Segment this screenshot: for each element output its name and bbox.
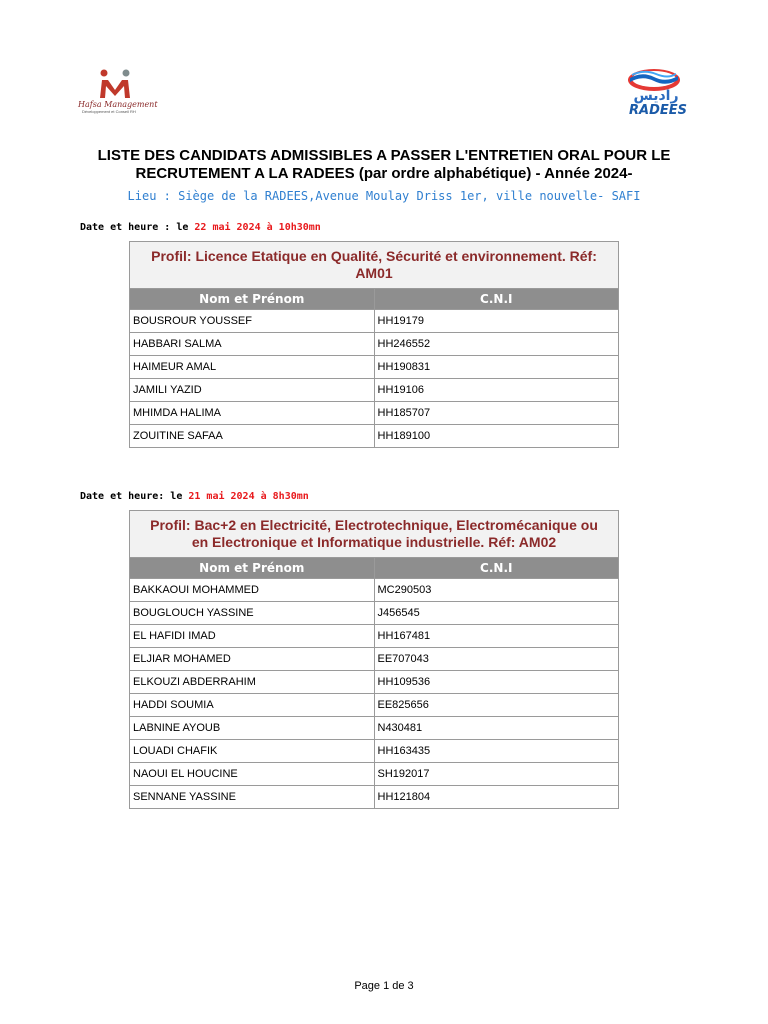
profile-line-2: en Electronique et Informatique industrielle. Réf: AM02 <box>191 534 557 550</box>
table-row <box>130 786 619 809</box>
candidate-name: ELJIAR MOHAMED <box>130 648 375 671</box>
table-row <box>130 310 619 333</box>
profile-line-2: AM01 <box>355 265 393 281</box>
candidate-name: LABNINE AYOUB <box>130 717 375 740</box>
candidate-name: JAMILI YAZID <box>130 379 375 402</box>
document-title <box>60 147 708 183</box>
table-row <box>130 425 619 448</box>
table-row <box>130 717 619 740</box>
profile-cell <box>130 242 619 289</box>
radees-logo <box>616 66 696 118</box>
figures-icon <box>96 68 136 100</box>
candidate-name: BAKKAOUI MOHAMMED <box>130 579 375 602</box>
section-1-date <box>80 222 321 233</box>
table-row <box>130 625 619 648</box>
candidate-cni: HH167481 <box>374 625 619 648</box>
logo-latin-text: RADEES <box>629 103 687 118</box>
candidate-cni: EE825656 <box>374 694 619 717</box>
profile-line-1: Profil: Licence Etatique en Qualité, Sécurité et environnement. Réf: <box>151 248 597 264</box>
candidate-cni: HH109536 <box>374 671 619 694</box>
candidate-cni: HH121804 <box>374 786 619 809</box>
column-header-name: Nom et Prénom <box>130 558 375 579</box>
candidate-cni: J456545 <box>374 602 619 625</box>
venue-line: Lieu : Siège de la RADEES,Avenue Moulay Driss 1er, ville nouvelle- SAFI <box>127 189 641 203</box>
candidate-cni: EE707043 <box>374 648 619 671</box>
table-row <box>130 579 619 602</box>
date-label: Date et heure: le <box>80 491 189 502</box>
hafsa-management-logo <box>76 68 156 116</box>
table-row <box>130 648 619 671</box>
profile-line-1: Profil: Bac+2 en Electricité, Electrotechnique, Electromécanique ou <box>150 517 598 533</box>
table-row <box>130 671 619 694</box>
candidate-name: LOUADI CHAFIK <box>130 740 375 763</box>
candidate-cni: HH246552 <box>374 333 619 356</box>
candidate-name: HAIMEUR AMAL <box>130 356 375 379</box>
candidate-cni: HH19179 <box>374 310 619 333</box>
candidate-name: HABBARI SALMA <box>130 333 375 356</box>
title-line-2: RECRUTEMENT A LA RADEES (par ordre alphabétique) - Année 2024- <box>135 165 633 182</box>
candidate-name: BOUGLOUCH YASSINE <box>130 602 375 625</box>
column-header-cni: C.N.I <box>374 289 619 310</box>
candidate-cni: MC290503 <box>374 579 619 602</box>
table-row <box>130 602 619 625</box>
profile-cell <box>130 511 619 558</box>
candidate-name: EL HAFIDI IMAD <box>130 625 375 648</box>
candidate-name: ZOUITINE SAFAA <box>130 425 375 448</box>
page-number: Page 1 de 3 <box>354 980 414 992</box>
candidate-name: MHIMDA HALIMA <box>130 402 375 425</box>
candidate-name: SENNANE YASSINE <box>130 786 375 809</box>
candidates-table-am01 <box>129 241 619 448</box>
column-header-name: Nom et Prénom <box>130 289 375 310</box>
title-line-1: LISTE DES CANDIDATS ADMISSIBLES A PASSER L'ENTRETIEN ORAL POUR LE <box>97 147 671 164</box>
candidate-name: NAOUI EL HOUCINE <box>130 763 375 786</box>
table-row <box>130 333 619 356</box>
candidate-cni: HH19106 <box>374 379 619 402</box>
candidate-cni: HH185707 <box>374 402 619 425</box>
candidate-cni: HH189100 <box>374 425 619 448</box>
candidate-cni: SH192017 <box>374 763 619 786</box>
candidate-cni: N430481 <box>374 717 619 740</box>
logo-tagline-text: Développement et Conseil RH <box>82 109 136 114</box>
table-row <box>130 763 619 786</box>
date-value: 22 mai 2024 à 10h30mn <box>194 222 321 233</box>
date-value: 21 mai 2024 à 8h30mn <box>188 491 309 502</box>
logo-arabic-text: راديس <box>633 88 679 104</box>
table-row <box>130 379 619 402</box>
candidate-name: ELKOUZI ABDERRAHIM <box>130 671 375 694</box>
candidate-cni: HH163435 <box>374 740 619 763</box>
logo-brand-text: Hafsa Management <box>78 100 158 109</box>
candidate-name: HADDI SOUMIA <box>130 694 375 717</box>
candidate-cni: HH190831 <box>374 356 619 379</box>
table-row <box>130 356 619 379</box>
date-label: Date et heure : le <box>80 222 195 233</box>
table-row <box>130 740 619 763</box>
table-row <box>130 402 619 425</box>
section-2-date <box>80 491 309 502</box>
candidates-table-am02 <box>129 510 619 809</box>
table-row <box>130 694 619 717</box>
column-header-cni: C.N.I <box>374 558 619 579</box>
candidate-name: BOUSROUR YOUSSEF <box>130 310 375 333</box>
